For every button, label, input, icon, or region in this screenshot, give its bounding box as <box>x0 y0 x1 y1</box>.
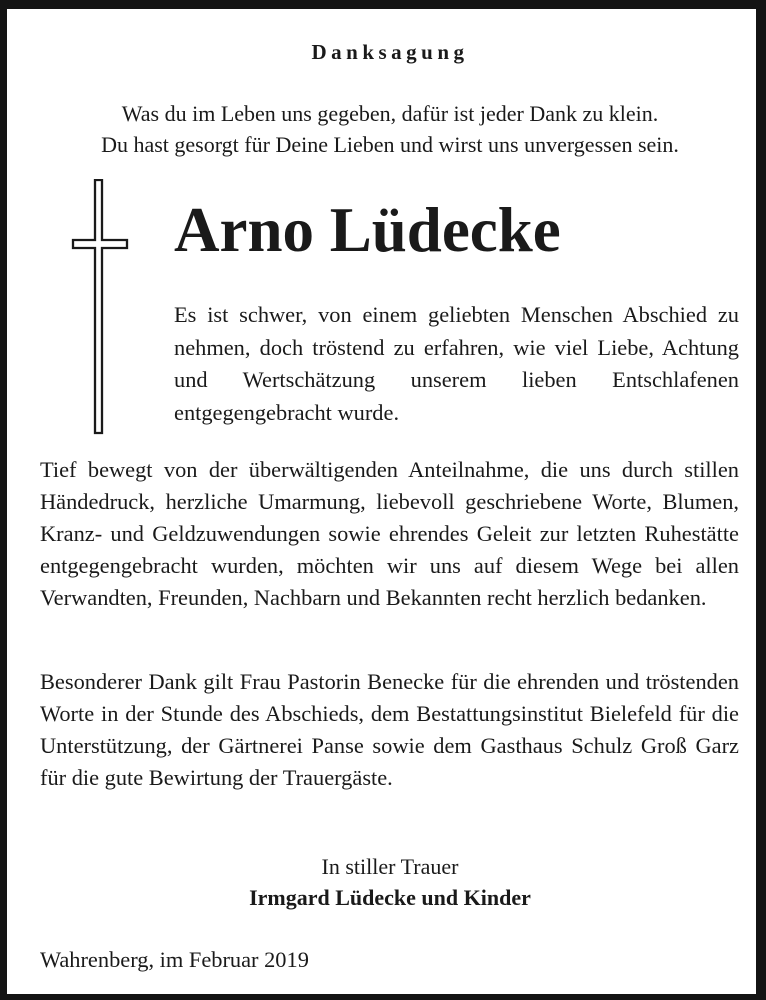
special-thanks-paragraph: Besonderer Dank gilt Frau Pastorin Benecke für die ehrenden und tröstenden Worte in der Stunde des Abschieds, dem Bestattungsinstitut Bielefeld für die Unterstützung, der Gärtnerei Panse sowie dem Gasthaus Schulz Groß Garz für die gute Bewirtung der Trauergäste. <box>40 669 739 790</box>
motto-line: Was du im Leben uns gegeben, dafür ist jeder Dank zu klein. <box>121 101 659 126</box>
quote-paragraph: Es ist schwer, von einem geliebten Menschen Abschied zu nehmen, doch tröstend zu erfahren, wie viel Liebe, Achtung und Wertschätzung unserem lieben Entschlafenen entgegengebracht wurde. <box>174 302 739 425</box>
thanks-paragraph: Tief bewegt von der überwältigenden Anteilnahme, die uns durch stillen Händedruck, herzliche Umarmung, liebevoll geschriebene Worte, Blumen, Kranz- und Geldzuwendungen sowie ehrendes Geleit zur letzten Ruhestätte entgegengebracht wurden, möchten wir uns auf diesem Wege bei allen Verwandten, Freunden, Nachbarn und Bekannten recht herzlich bedanken. <box>40 457 739 610</box>
signers: Irmgard Lüdecke und Kinder <box>249 885 531 910</box>
deceased-name: Arno Lüdecke <box>174 195 561 265</box>
place-date: Wahrenberg, im Februar 2019 <box>40 947 309 972</box>
motto-line: Du hast gesorgt für Deine Lieben und wirst uns unvergessen sein. <box>101 132 679 157</box>
mourning-line: In stiller Trauer <box>321 854 459 879</box>
heading: Danksagung <box>311 40 469 64</box>
latin-cross-icon <box>71 179 129 435</box>
motto <box>7 98 766 160</box>
